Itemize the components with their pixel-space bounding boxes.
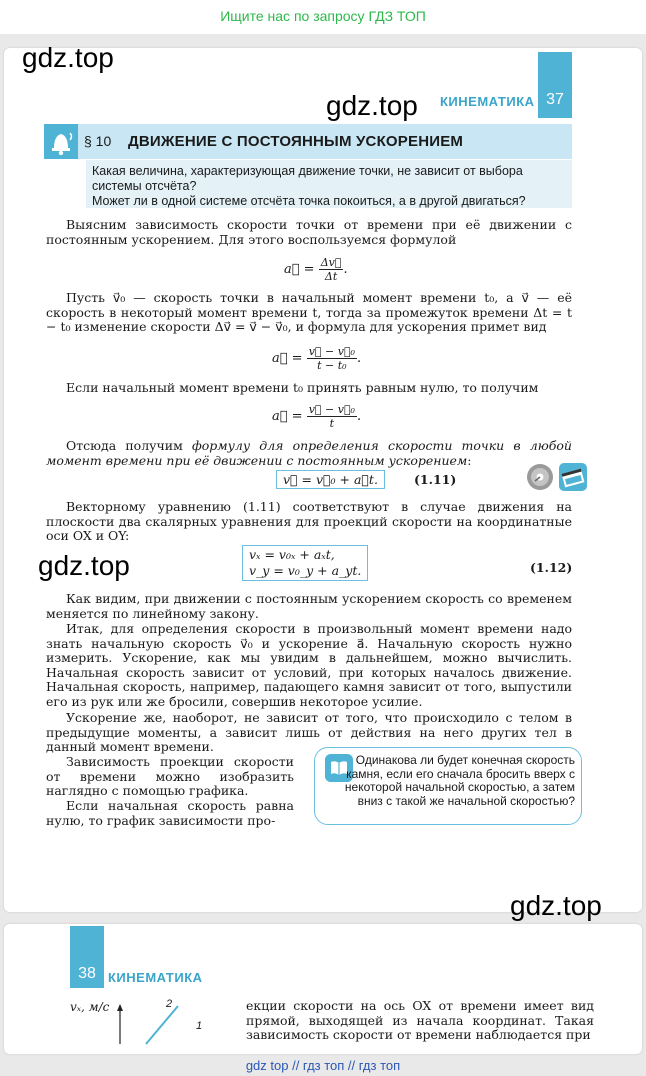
watermark: gdz.top (326, 90, 418, 121)
question: Какая величина, характеризующая движение точки, не зависит от выбора системы отсчёта? (92, 164, 523, 193)
paragraph: Как видим, при движении с постоянным ускорением скорость со временем меняется по линейному закону. (46, 591, 572, 621)
graph-line-label: 2 (166, 998, 173, 1010)
section-title: ДВИЖЕНИЕ С ПОСТОЯННЫМ УСКОРЕНИЕМ (128, 133, 464, 150)
paragraph: Векторному уравнению (1.11) соответствуют в случае движения на плоскости два скалярных уравнения для проекций скорости на координатные оси OX и OY: (46, 499, 572, 543)
callout-text: Одинакова ли будет конечная скорость камня, если его сначала бросить вверх с некоторой начальной скоростью, а затем вниз с такой же начальной скоростью? (344, 753, 575, 808)
paragraph: Пусть v⃗₀ — скорость точки в начальный момент времени t₀, а v⃗ — её скорость в некоторый момент времени t, тогда за промежуток времени Δt = t − t₀ изменение скорости Δv⃗ = v⃗ − v⃗₀, и формула для ускорения примет вид (46, 290, 572, 334)
watermark: gdz.top (22, 42, 114, 73)
page-number: 38 (70, 926, 104, 988)
question-callout (314, 747, 582, 825)
bell-icon (44, 124, 78, 159)
section-number: § 10 (84, 133, 112, 149)
paragraph: Ускорение же, наоборот, не зависит от того, что происходило с телом в предыдущие моменты, а зависит лишь от действия на него других тел в данный момент времени. (46, 710, 572, 754)
equation-1-12: vₓ = v₀ₓ + aₓt, v_y = v₀_y + a_yt. (242, 545, 368, 581)
equation-1-11: v⃗ = v⃗₀ + a⃗t. (276, 470, 385, 489)
velocity-graph (70, 996, 220, 1046)
running-head: КИНЕМАТИКА (440, 94, 535, 109)
paragraph: Если начальная скорость равна нулю, то график зависимости про- (46, 798, 294, 828)
graph-line-label: 1 (196, 1020, 203, 1032)
paragraph: Итак, для определения скорости в произвольный момент времени надо знать начальную скорость v⃗₀ и ускорение a⃗. Начальную скорость нужно измерить. Ускорение, как мы увидим в дальнейшем, можно вычислить. Начальная скорость зависит от условий, при которых началось движение. Начальная скорость, например, падающего камня зависит от того, выпустили его из рук или же бросили, совершив некоторое усилие. (46, 621, 572, 709)
equation-number: (1.11) (414, 472, 457, 487)
running-head: КИНЕМАТИКА (108, 970, 203, 985)
question: Может ли в одной системе отсчёта точка покоиться, а в другой двигаться? (92, 194, 526, 208)
video-icon[interactable] (558, 462, 588, 492)
paragraph: Выясним зависимость скорости точки от времени при её движении с постоянным ускорением. Для этого воспользуемся формулой (46, 217, 572, 247)
formula-acceleration-2: a⃗ = $\frac{\text{v⃗ − v⃗₀}}{\text{t − t₀}}$ . (272, 345, 362, 372)
formula-acceleration: a⃗ = $\frac{\Delta v⃗}{\Delta t}$ . (284, 256, 348, 283)
section-header (44, 124, 572, 159)
paragraph: Зависимость проекции скорости от времени можно изобразить наглядно с помощью графика. (46, 754, 294, 798)
questions-box (86, 160, 572, 208)
formula-acceleration-3: a⃗ = $\frac{\text{v⃗ − v⃗₀}}{t}$ . (272, 403, 362, 430)
paragraph: екции скорости на ось OX от времени имеет вид прямой, выходящей из начала координат. Такая зависимость скорости от времени наблюдается при (246, 998, 594, 1042)
watermark: gdz.top (38, 550, 130, 581)
graph-ylabel: vₓ, м/с (70, 1000, 110, 1014)
equation-number: (1.12) (530, 560, 573, 575)
page-number: 37 (538, 52, 572, 118)
top-banner[interactable]: Ищите нас по запросу ГДЗ ТОП (0, 0, 646, 34)
disc-icon[interactable] (526, 463, 554, 491)
watermark: gdz.top (510, 890, 602, 921)
bottom-links[interactable]: gdz top // гдз топ // гдз топ (245, 1058, 401, 1073)
paragraph: Отсюда получим формулу для определения скорости точки в любой момент времени при её движении с постоянным ускорением: (46, 438, 572, 468)
paragraph: Если начальный момент времени t₀ принять равным нулю, то получим (66, 380, 539, 395)
